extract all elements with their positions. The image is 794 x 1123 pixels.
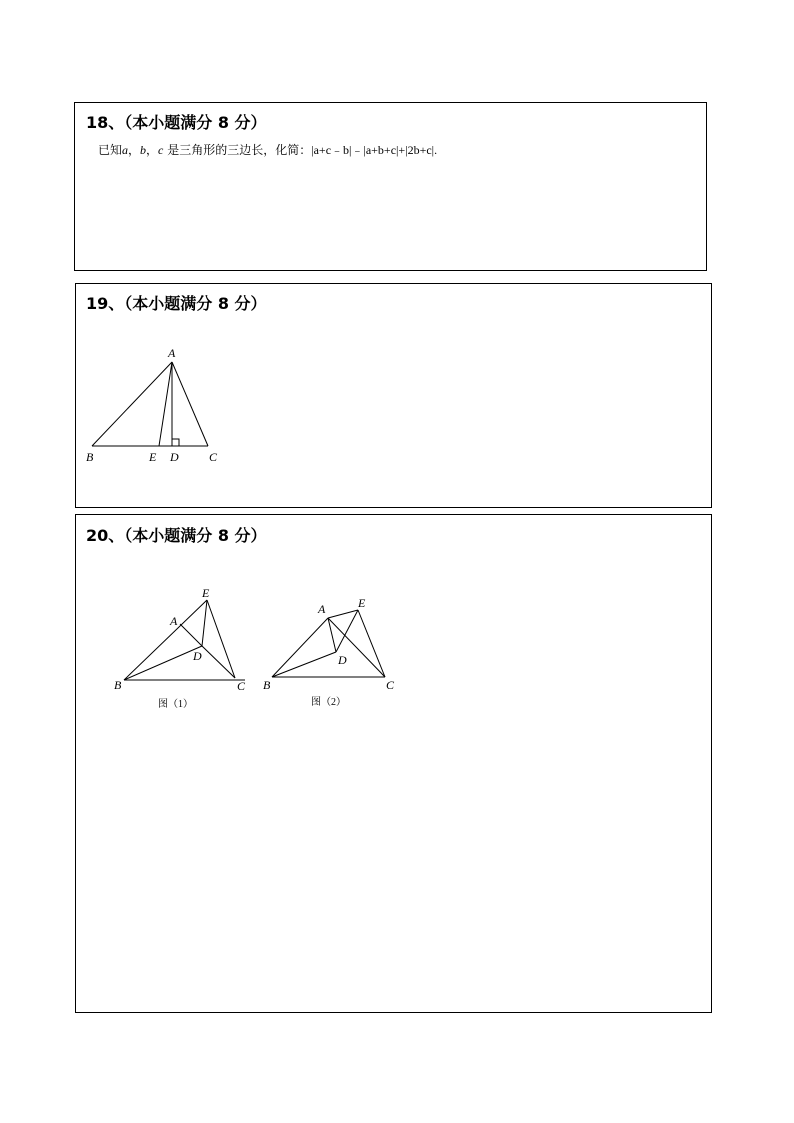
var-b: b — [140, 143, 147, 157]
expression: |a+c﹣b|﹣|a+b+c|+|2b+c|. — [311, 143, 438, 157]
separator: ， — [128, 143, 141, 157]
text-middle: 是三角形的三边长，化简： — [163, 143, 312, 157]
label-B: B — [114, 678, 122, 692]
label-A: A — [318, 602, 326, 616]
label-E: E — [202, 586, 210, 600]
label-C: C — [209, 450, 218, 464]
segment-AD — [328, 618, 336, 652]
segment-AB — [272, 618, 328, 677]
segment-AC — [328, 618, 385, 677]
label-B: B — [263, 678, 271, 692]
text-prefix: 已知 — [98, 143, 123, 157]
label-B: B — [86, 450, 94, 464]
var-a: a — [122, 143, 129, 157]
question-18-title: 18、（本小题满分 8 分） — [86, 113, 267, 132]
figure-2-caption: 图（2） — [311, 697, 346, 708]
question-20-title: 20、（本小题满分 8 分） — [86, 526, 267, 545]
segment-AE — [328, 610, 358, 618]
label-A: A — [168, 346, 176, 360]
segment-BD — [272, 652, 336, 677]
label-D: D — [170, 450, 179, 464]
label-C: C — [386, 678, 395, 692]
separator: ， — [146, 143, 159, 157]
figure-1-caption: 图（1） — [158, 699, 193, 710]
label-D: D — [338, 653, 347, 667]
label-E: E — [149, 450, 157, 464]
label-D: D — [193, 649, 202, 663]
segment-EC — [358, 610, 385, 677]
question-19-title: 19、（本小题满分 8 分） — [86, 294, 267, 313]
label-E: E — [358, 596, 366, 610]
label-A: A — [170, 614, 178, 628]
var-c: c — [158, 143, 164, 157]
label-C: C — [237, 679, 246, 693]
